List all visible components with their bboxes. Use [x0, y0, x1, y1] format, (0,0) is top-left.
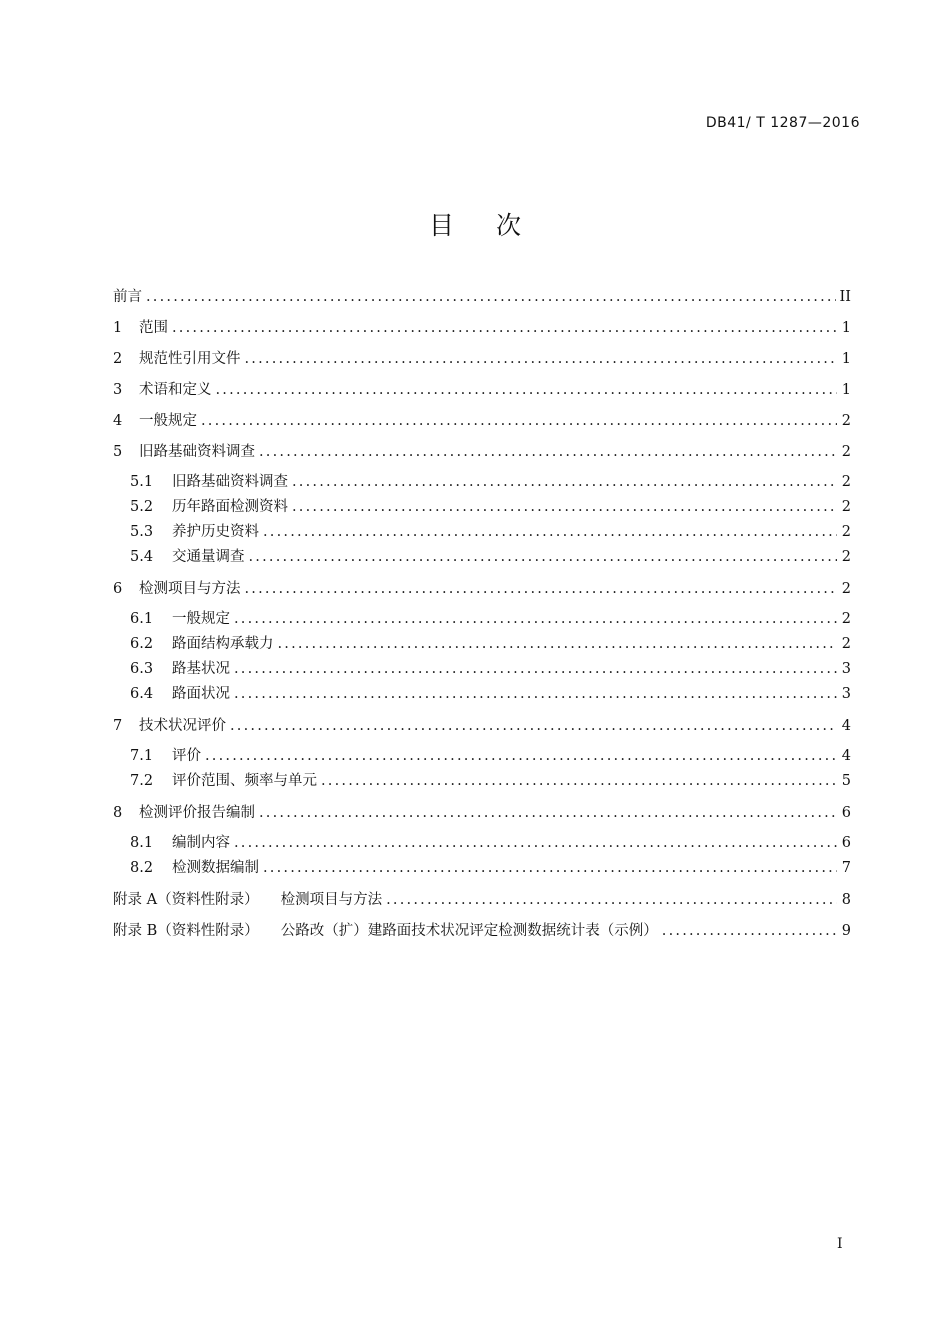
page-folio: I: [837, 1236, 843, 1252]
toc-leader: [234, 608, 837, 630]
toc-entry-6[interactable]: [113, 577, 851, 608]
toc-label: 范围: [139, 320, 168, 336]
toc-leader: [234, 658, 837, 680]
toc-leader: [205, 745, 837, 767]
toc-entry-8[interactable]: [113, 801, 851, 832]
toc-number: 7.1: [130, 748, 154, 764]
toc-label: 编制内容: [172, 835, 230, 851]
toc-label: 历年路面检测资料: [172, 499, 288, 515]
toc-label: [113, 888, 382, 912]
toc-label: [113, 919, 658, 943]
toc-page-number: 3: [841, 661, 851, 677]
toc-page-number: 6: [841, 835, 851, 851]
toc-page-number: 2: [841, 524, 851, 540]
page-title: [0, 206, 950, 242]
toc-page-number: 2: [841, 636, 851, 652]
toc-leader: [321, 770, 837, 792]
toc-number: 4: [113, 413, 123, 429]
toc-entry-2[interactable]: [113, 347, 851, 378]
toc-number: 5.4: [130, 549, 154, 565]
table-of-contents: [113, 285, 851, 950]
toc-page-number: 2: [841, 549, 851, 565]
toc-leader: [234, 832, 837, 854]
toc-leader: [245, 347, 838, 371]
toc-entry-8-1[interactable]: [113, 832, 851, 857]
toc-number: 5: [113, 444, 123, 460]
toc-entry-4[interactable]: [113, 409, 851, 440]
toc-entry-7[interactable]: [113, 714, 851, 745]
toc-entry-6-4[interactable]: [113, 683, 851, 708]
toc-entry-5-4[interactable]: [113, 546, 851, 571]
toc-leader: [172, 316, 837, 340]
toc-label: 交通量调查: [172, 549, 245, 565]
toc-label: 旧路基础资料调查: [139, 444, 255, 460]
toc-leader: [259, 440, 837, 464]
toc-label: 评价: [172, 748, 201, 764]
toc-number: 3: [113, 382, 123, 398]
standard-code: DB41/ T 1287—2016: [705, 115, 860, 131]
toc-page-number: 4: [841, 718, 851, 734]
toc-entry-5-3[interactable]: [113, 521, 851, 546]
toc-leader: [230, 714, 837, 738]
toc-leader: [278, 633, 838, 655]
toc-page-number: 2: [841, 581, 851, 597]
toc-number: 6.3: [130, 661, 154, 677]
toc-number: 7.2: [130, 773, 154, 789]
appendix-prefix: 附录 A（资料性附录）: [113, 892, 259, 908]
toc-leader: [292, 496, 837, 518]
toc-label: 旧路基础资料调查: [172, 474, 288, 490]
toc-page-number: 9: [841, 923, 851, 939]
appendix-title: 检测项目与方法: [280, 892, 383, 908]
toc-page-number: II: [839, 289, 851, 305]
toc-label: 技术状况评价: [139, 718, 226, 734]
appendix-title: 公路改（扩）建路面技术状况评定检测数据统计表（示例）: [280, 923, 658, 939]
toc-leader: [662, 919, 837, 943]
toc-page-number: 1: [841, 320, 851, 336]
appendix-prefix: 附录 B（资料性附录）: [113, 923, 259, 939]
toc-label: 路面状况: [172, 686, 230, 702]
title-char-2: 次: [496, 211, 522, 240]
toc-label: 一般规定: [172, 611, 230, 627]
toc-entry-5[interactable]: [113, 440, 851, 471]
toc-entry-6-3[interactable]: [113, 658, 851, 683]
toc-page-number: 1: [841, 351, 851, 367]
toc-entry-5-1[interactable]: [113, 471, 851, 496]
title-char-1: 目: [428, 211, 454, 240]
toc-page-number: 2: [841, 413, 851, 429]
toc-page-number: 6: [841, 805, 851, 821]
toc-leader: [216, 378, 838, 402]
toc-entry-appendix-b[interactable]: [113, 919, 851, 950]
toc-entry-5-2[interactable]: [113, 496, 851, 521]
toc-entry-7-1[interactable]: [113, 745, 851, 770]
toc-number: 5.1: [130, 474, 154, 490]
toc-page-number: 5: [841, 773, 851, 789]
toc-number: 2: [113, 351, 123, 367]
toc-leader: [201, 409, 837, 433]
toc-entry-8-2[interactable]: [113, 857, 851, 882]
toc-page-number: 2: [841, 499, 851, 515]
toc-number: 6.1: [130, 611, 154, 627]
toc-page-number: 2: [841, 474, 851, 490]
toc-entry-7-2[interactable]: [113, 770, 851, 795]
toc-leader: [292, 471, 837, 493]
toc-leader: [146, 285, 836, 309]
toc-label: 前言: [113, 289, 142, 305]
toc-entry-6-2[interactable]: [113, 633, 851, 658]
toc-number: 6.4: [130, 686, 154, 702]
toc-page-number: 2: [841, 444, 851, 460]
toc-entry-appendix-a[interactable]: [113, 888, 851, 919]
toc-entry-3[interactable]: [113, 378, 851, 409]
toc-leader: [245, 577, 838, 601]
toc-leader: [249, 546, 838, 568]
toc-label: 一般规定: [139, 413, 197, 429]
toc-label: 养护历史资料: [172, 524, 259, 540]
toc-page-number: 8: [841, 892, 851, 908]
toc-label: 检测评价报告编制: [139, 805, 255, 821]
toc-number: 6.2: [130, 636, 154, 652]
toc-number: 5.2: [130, 499, 154, 515]
toc-label: 检测数据编制: [172, 860, 259, 876]
toc-leader: [386, 888, 837, 912]
toc-label: 检测项目与方法: [139, 581, 241, 597]
toc-page-number: 3: [841, 686, 851, 702]
toc-entry-foreword[interactable]: [113, 285, 851, 316]
toc-number: 6: [113, 581, 123, 597]
toc-number: 8.2: [130, 860, 154, 876]
toc-page-number: 7: [841, 860, 851, 876]
toc-label: 路面结构承载力: [172, 636, 274, 652]
toc-number: 1: [113, 320, 123, 336]
toc-label: 规范性引用文件: [139, 351, 241, 367]
toc-label: 路基状况: [172, 661, 230, 677]
toc-number: 8.1: [130, 835, 154, 851]
toc-number: 8: [113, 805, 123, 821]
toc-page-number: 4: [841, 748, 851, 764]
toc-label: 术语和定义: [139, 382, 212, 398]
toc-leader: [263, 857, 837, 879]
toc-page-number: 1: [841, 382, 851, 398]
toc-leader: [259, 801, 837, 825]
toc-entry-1[interactable]: [113, 316, 851, 347]
toc-number: 7: [113, 718, 123, 734]
toc-label: 评价范围、频率与单元: [172, 773, 317, 789]
toc-page-number: 2: [841, 611, 851, 627]
toc-leader: [234, 683, 837, 705]
toc-leader: [263, 521, 837, 543]
toc-number: 5.3: [130, 524, 154, 540]
toc-entry-6-1[interactable]: [113, 608, 851, 633]
